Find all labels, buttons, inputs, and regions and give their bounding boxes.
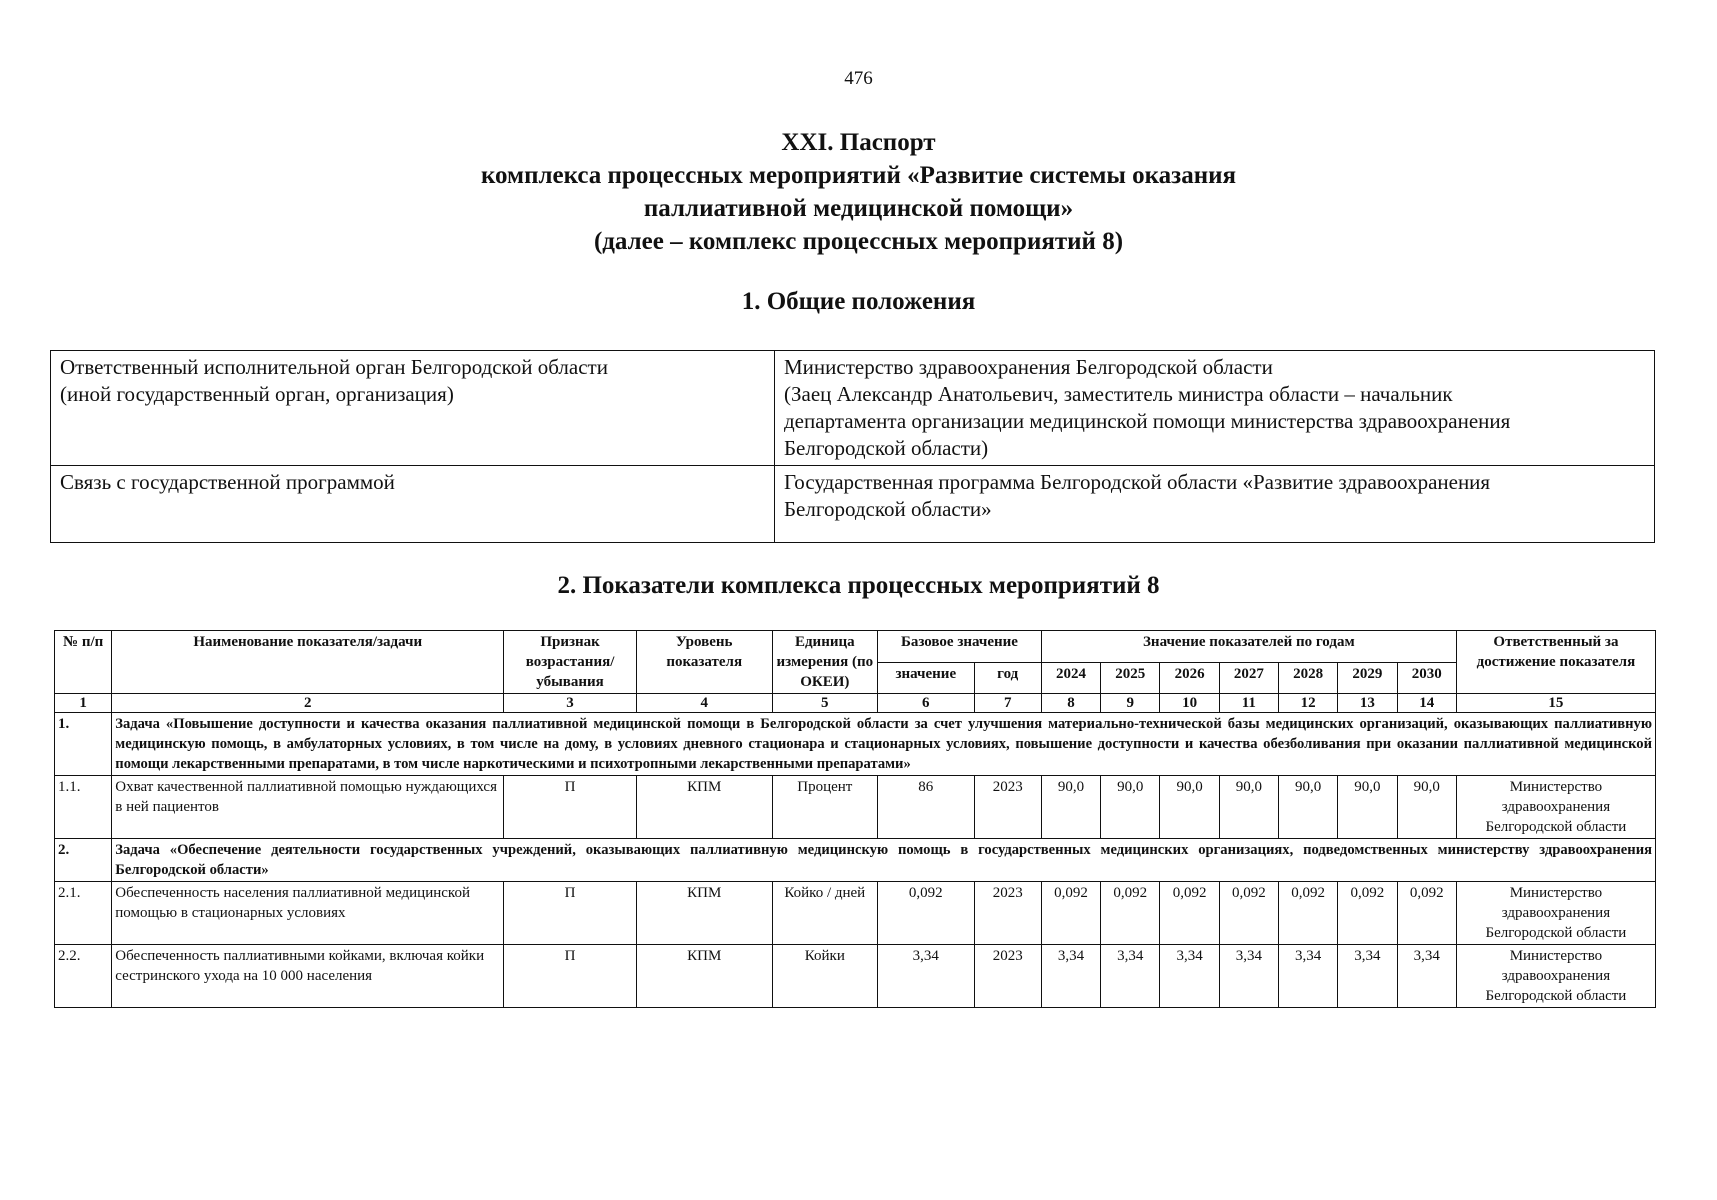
text-line: (иной государственный орган, организация) <box>60 382 454 406</box>
text-line: Министерство здравоохранения Белгородской области <box>784 355 1273 379</box>
task-text: Задача «Обеспечение деятельности государственных учреждений, оказывающих паллиативную медицинскую помощь в государственных медицинских организациях, подведомственных министерству здравоохранения Белгородской области» <box>112 839 1656 882</box>
indicator-year-value: 0,092 <box>1397 882 1456 945</box>
column-number: 2 <box>112 694 504 713</box>
page-number: 476 <box>844 68 873 89</box>
indicator-year-value: 3,34 <box>1338 945 1397 1008</box>
indicator-responsible: Министерство здравоохранения Белгородской области <box>1456 945 1655 1008</box>
indicator-row <box>55 945 1656 1008</box>
indicator-year-value: 90,0 <box>1041 776 1100 839</box>
col-header-base: Базовое значение <box>878 631 1042 663</box>
section-1-heading: 1. Общие положения <box>741 288 976 315</box>
indicator-sign: П <box>504 776 637 839</box>
task-number: 2. <box>55 839 112 882</box>
indicator-responsible: Министерство здравоохранения Белгородской области <box>1456 882 1655 945</box>
col-header-year: 2027 <box>1219 662 1278 694</box>
text-line: Белгородской области» <box>784 497 992 521</box>
text-line: Связь с государственной программой <box>60 470 395 494</box>
table-row <box>51 466 1655 543</box>
col-header-year: 2028 <box>1278 662 1337 694</box>
col-header-num: № п/п <box>55 631 112 694</box>
task-text: Задача «Повышение доступности и качества оказания паллиативной медицинской помощи в Белгородской области за счет улучшения материально-технической базы медицинских организаций, оказывающих паллиативную медицинскую помощь, в амбулаторных условиях, в том числе на дому, в условиях дневного стационара и стационарных условиях, повышение доступности и качества обезболивания при оказании паллиативной медицинской помощи лекарственными препаратами, в том числе наркотическими и психотропными лекарственными препаратами» <box>112 713 1656 776</box>
indicator-year-value: 3,34 <box>1160 945 1219 1008</box>
column-number: 11 <box>1219 694 1278 713</box>
indicator-unit: Процент <box>772 776 878 839</box>
title-line: комплекса процессных мероприятий «Развитие системы оказания <box>480 162 1237 189</box>
column-number: 9 <box>1101 694 1160 713</box>
indicator-year-value: 0,092 <box>1219 882 1278 945</box>
indicator-number: 2.2. <box>55 945 112 1008</box>
indicator-base-year: 2023 <box>974 776 1041 839</box>
column-number: 6 <box>878 694 974 713</box>
col-header-year: 2025 <box>1101 662 1160 694</box>
indicator-name: Охват качественной паллиативной помощью нуждающихся в ней пациентов <box>112 776 504 839</box>
indicator-year-value: 90,0 <box>1338 776 1397 839</box>
indicator-row <box>55 882 1656 945</box>
indicator-sign: П <box>504 882 637 945</box>
indicator-year-value: 90,0 <box>1219 776 1278 839</box>
indicator-base-value: 3,34 <box>878 945 974 1008</box>
title-line: паллиативной медицинской помощи» <box>643 195 1074 222</box>
col-header-base-year: год <box>974 662 1041 694</box>
indicator-year-value: 90,0 <box>1278 776 1337 839</box>
col-header-responsible: Ответственный за достижение показателя <box>1456 631 1655 694</box>
indicator-number: 2.1. <box>55 882 112 945</box>
indicator-year-value: 90,0 <box>1397 776 1456 839</box>
indicator-year-value: 0,092 <box>1338 882 1397 945</box>
title-line: (далее – комплекс процессных мероприятий 8) <box>593 228 1124 255</box>
column-number: 10 <box>1160 694 1219 713</box>
col-header-year: 2026 <box>1160 662 1219 694</box>
col-header-year: 2024 <box>1041 662 1100 694</box>
column-numbers-row <box>55 694 1656 713</box>
indicator-name: Обеспеченность населения паллиативной медицинской помощью в стационарных условиях <box>112 882 504 945</box>
text-line: (Заец Александр Анатольевич, заместитель министра области – начальник <box>784 382 1453 406</box>
col-header-year: 2030 <box>1397 662 1456 694</box>
indicator-year-value: 3,34 <box>1101 945 1160 1008</box>
header-row <box>55 631 1656 663</box>
col-header-base-value: значение <box>878 662 974 694</box>
indicator-row <box>55 776 1656 839</box>
column-number: 1 <box>55 694 112 713</box>
indicator-year-value: 3,34 <box>1219 945 1278 1008</box>
col-header-name: Наименование показателя/задачи <box>112 631 504 694</box>
document-title <box>0 126 1717 258</box>
column-number: 14 <box>1397 694 1456 713</box>
indicator-unit: Койко / дней <box>772 882 878 945</box>
row-value <box>775 466 1655 543</box>
section-2-heading: 2. Показатели комплекса процессных мероприятий 8 <box>557 572 1160 599</box>
row-label <box>51 466 775 543</box>
indicator-unit: Койки <box>772 945 878 1008</box>
column-number: 4 <box>636 694 772 713</box>
indicator-base-value: 0,092 <box>878 882 974 945</box>
col-header-unit: Единица измерения (по ОКЕИ) <box>772 631 878 694</box>
indicator-base-year: 2023 <box>974 882 1041 945</box>
column-number: 12 <box>1278 694 1337 713</box>
indicator-number: 1.1. <box>55 776 112 839</box>
indicator-year-value: 3,34 <box>1278 945 1337 1008</box>
indicator-year-value: 3,34 <box>1397 945 1456 1008</box>
indicator-year-value: 0,092 <box>1278 882 1337 945</box>
col-header-level: Уровень показателя <box>636 631 772 694</box>
indicator-year-value: 90,0 <box>1101 776 1160 839</box>
col-header-year: 2029 <box>1338 662 1397 694</box>
indicator-name: Обеспеченность паллиативными койками, включая койки сестринского ухода на 10 000 населения <box>112 945 504 1008</box>
col-header-sign: Признак возрастания/ убывания <box>504 631 637 694</box>
indicator-responsible: Министерство здравоохранения Белгородской области <box>1456 776 1655 839</box>
indicator-base-value: 86 <box>878 776 974 839</box>
column-number: 3 <box>504 694 637 713</box>
table-row <box>51 351 1655 466</box>
general-provisions-table <box>50 350 1655 543</box>
indicators-table <box>54 630 1656 1008</box>
column-number: 13 <box>1338 694 1397 713</box>
indicator-year-value: 0,092 <box>1101 882 1160 945</box>
task-row <box>55 713 1656 776</box>
indicator-year-value: 3,34 <box>1041 945 1100 1008</box>
text-line: Ответственный исполнительной орган Белгородской области <box>60 355 608 379</box>
indicator-sign: П <box>504 945 637 1008</box>
indicator-year-value: 90,0 <box>1160 776 1219 839</box>
text-line: департамента организации медицинской помощи министерства здравоохранения <box>784 409 1511 433</box>
col-header-years-group: Значение показателей по годам <box>1041 631 1456 663</box>
column-number: 7 <box>974 694 1041 713</box>
title-line: XXI. Паспорт <box>781 129 936 156</box>
row-value <box>775 351 1655 466</box>
indicator-level: КПМ <box>636 882 772 945</box>
indicator-base-year: 2023 <box>974 945 1041 1008</box>
column-number: 15 <box>1456 694 1655 713</box>
text-line: Государственная программа Белгородской области «Развитие здравоохранения <box>784 470 1491 494</box>
column-number: 8 <box>1041 694 1100 713</box>
row-label <box>51 351 775 466</box>
column-number: 5 <box>772 694 878 713</box>
indicator-year-value: 0,092 <box>1160 882 1219 945</box>
task-row <box>55 839 1656 882</box>
text-line: Белгородской области) <box>784 436 989 460</box>
indicator-level: КПМ <box>636 776 772 839</box>
indicator-level: КПМ <box>636 945 772 1008</box>
indicator-year-value: 0,092 <box>1041 882 1100 945</box>
task-number: 1. <box>55 713 112 776</box>
